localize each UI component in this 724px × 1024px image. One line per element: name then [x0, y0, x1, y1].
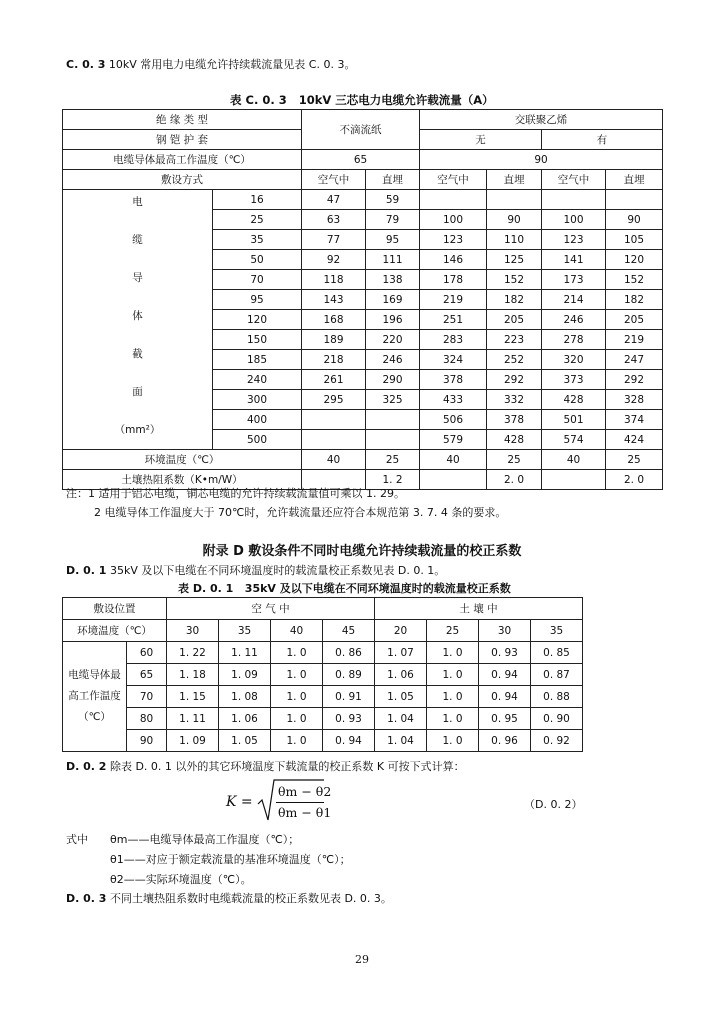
ampacity-cell: 205 — [606, 310, 663, 330]
conductor-size: 16 — [213, 190, 302, 210]
coef-cell: 0. 93 — [323, 708, 375, 730]
ampacity-cell: 110 — [487, 230, 542, 250]
where-item: θm——电缆导体最高工作温度（℃）； — [110, 833, 300, 846]
ampacity-cell: 328 — [606, 390, 663, 410]
coef-cell: 1. 11 — [219, 642, 271, 664]
table-d01-caption — [178, 580, 511, 596]
coef-cell: 0. 91 — [323, 686, 375, 708]
section-label-char: 电 — [132, 196, 143, 208]
conductor-size: 50 — [213, 250, 302, 270]
clause-ref: D. 0. 3 — [66, 892, 107, 905]
ampacity-cell: 428 — [542, 390, 606, 410]
where-item: θ2——实际环境温度（℃）。 — [110, 873, 252, 886]
env-temp-cell: 40 — [420, 450, 487, 470]
ampacity-cell: 261 — [302, 370, 366, 390]
ampacity-cell: 433 — [420, 390, 487, 410]
ampacity-cell: 100 — [420, 210, 487, 230]
note-number: 2 — [94, 506, 101, 519]
coef-cell: 1. 15 — [167, 686, 219, 708]
header-in-soil: 土 壤 中 — [375, 598, 583, 620]
header-armor: 钢 铠 护 套 — [63, 130, 302, 150]
ampacity-cell: 428 — [487, 430, 542, 450]
laying-mode: 空气中 — [420, 170, 487, 190]
formula-denominator: θm − θ1 — [278, 805, 332, 820]
ampacity-cell: 219 — [420, 290, 487, 310]
coef-cell: 1. 0 — [427, 664, 479, 686]
coef-cell: 1. 04 — [375, 708, 427, 730]
coef-cell: 1. 05 — [219, 730, 271, 752]
ampacity-cell: 118 — [302, 270, 366, 290]
ampacity-cell: 92 — [302, 250, 366, 270]
ampacity-cell — [606, 190, 663, 210]
ampacity-cell: 90 — [606, 210, 663, 230]
coef-cell: 1. 09 — [167, 730, 219, 752]
formula-lhs: K = — [226, 794, 253, 810]
ampacity-cell: 152 — [487, 270, 542, 290]
ampacity-cell — [420, 190, 487, 210]
ampacity-cell: 205 — [487, 310, 542, 330]
ampacity-cell: 374 — [606, 410, 663, 430]
clause-d03 — [66, 890, 392, 906]
env-temp-header: 30 — [479, 620, 531, 642]
ampacity-cell — [366, 410, 420, 430]
section-label — [63, 190, 213, 450]
coef-cell: 1. 06 — [375, 664, 427, 686]
coef-cell: 1. 0 — [271, 664, 323, 686]
clause-text: 35kV 及以下电缆在不同环境温度时的载流量校正系数见表 D. 0. 1。 — [109, 564, 446, 577]
section-label-char: 面 — [132, 386, 143, 398]
ampacity-cell: 182 — [487, 290, 542, 310]
env-temp-header: 40 — [271, 620, 323, 642]
soil-resistivity-cell — [542, 470, 606, 490]
conductor-size: 240 — [213, 370, 302, 390]
header-max-temp: 电缆导体最高工作温度（℃） — [63, 150, 302, 170]
env-temp-label: 环境温度（℃） — [63, 450, 302, 470]
caption-text: 35kV 及以下电缆在不同环境温度时的载流量校正系数 — [244, 582, 511, 595]
coef-cell: 0. 86 — [323, 642, 375, 664]
ampacity-cell: 143 — [302, 290, 366, 310]
conductor-size: 300 — [213, 390, 302, 410]
coef-cell: 1. 06 — [219, 708, 271, 730]
ampacity-cell: 123 — [542, 230, 606, 250]
clause-ref: D. 0. 2 — [66, 760, 107, 773]
ampacity-cell: 220 — [366, 330, 420, 350]
env-temp-header: 30 — [167, 620, 219, 642]
conductor-size: 500 — [213, 430, 302, 450]
laying-mode: 直埋 — [606, 170, 663, 190]
ampacity-cell: 59 — [366, 190, 420, 210]
conductor-size: 400 — [213, 410, 302, 430]
coef-cell: 1. 07 — [375, 642, 427, 664]
coef-cell: 1. 09 — [219, 664, 271, 686]
clause-ref: C. 0. 3 — [66, 58, 106, 71]
ampacity-cell: 378 — [487, 410, 542, 430]
coef-cell: 0. 96 — [479, 730, 531, 752]
conductor-size: 120 — [213, 310, 302, 330]
clause-text: 10kV 常用电力电缆允许持续载流量见表 C. 0. 3。 — [108, 58, 356, 71]
max-temp-value: 70 — [127, 686, 167, 708]
conductor-size: 150 — [213, 330, 302, 350]
note-2 — [94, 504, 506, 520]
ampacity-cell: 579 — [420, 430, 487, 450]
ampacity-cell: 169 — [366, 290, 420, 310]
ampacity-cell: 247 — [606, 350, 663, 370]
clause-text: 除表 D. 0. 1 以外的其它环境温度下载流量的校正系数 K 可按下式计算： — [109, 760, 465, 773]
ampacity-cell: 506 — [420, 410, 487, 430]
ampacity-cell: 47 — [302, 190, 366, 210]
env-temp-cell: 25 — [606, 450, 663, 470]
env-temp-header: 20 — [375, 620, 427, 642]
conductor-size: 70 — [213, 270, 302, 290]
env-temp-cell: 40 — [302, 450, 366, 470]
coef-cell: 0. 93 — [479, 642, 531, 664]
laying-mode: 空气中 — [302, 170, 366, 190]
coef-cell: 1. 22 — [167, 642, 219, 664]
ampacity-cell: 283 — [420, 330, 487, 350]
ampacity-cell: 90 — [487, 210, 542, 230]
ampacity-cell — [487, 190, 542, 210]
conductor-size: 95 — [213, 290, 302, 310]
caption-ref: 表 D. 0. 1 — [178, 582, 234, 595]
caption-text: 10kV 三芯电力电缆允许载流量（A） — [298, 93, 494, 107]
section-label-char: 导 — [132, 272, 143, 284]
conductor-size: 35 — [213, 230, 302, 250]
formula-numerator: θm − θ2 — [278, 784, 332, 799]
ampacity-cell: 219 — [606, 330, 663, 350]
soil-resistivity-cell — [420, 470, 487, 490]
ampacity-cell: 95 — [366, 230, 420, 250]
ampacity-cell: 332 — [487, 390, 542, 410]
clause-ref: D. 0. 1 — [66, 564, 107, 577]
ampacity-cell: 252 — [487, 350, 542, 370]
max-temp-value: 90 — [127, 730, 167, 752]
ampacity-cell: 320 — [542, 350, 606, 370]
laying-mode: 直埋 — [487, 170, 542, 190]
ampacity-cell: 141 — [542, 250, 606, 270]
header-laying: 敷设方式 — [63, 170, 302, 190]
coef-cell: 0. 94 — [479, 686, 531, 708]
coef-cell: 1. 0 — [271, 708, 323, 730]
table-c03-caption — [230, 92, 494, 108]
coef-cell: 1. 0 — [271, 642, 323, 664]
header-xlpe: 交联聚乙烯 — [420, 110, 663, 130]
coef-cell: 1. 18 — [167, 664, 219, 686]
soil-resistivity-label: 土壤热阻系数（K•m/W） — [63, 470, 302, 490]
section-label-char: 缆 — [132, 234, 143, 246]
section-unit: （mm²） — [114, 424, 161, 436]
env-temp-header: 35 — [219, 620, 271, 642]
env-temp-header: 25 — [427, 620, 479, 642]
ampacity-cell — [302, 410, 366, 430]
env-temp-cell: 40 — [542, 450, 606, 470]
ampacity-cell: 292 — [487, 370, 542, 390]
header-position: 敷设位置 — [63, 598, 167, 620]
caption-ref: 表 C. 0. 3 — [230, 93, 287, 107]
ampacity-cell: 373 — [542, 370, 606, 390]
ampacity-cell: 295 — [302, 390, 366, 410]
fraction-bar — [276, 802, 324, 803]
env-temp-header: 45 — [323, 620, 375, 642]
ampacity-cell: 120 — [606, 250, 663, 270]
env-temp-cell: 25 — [366, 450, 420, 470]
clause-d01 — [66, 562, 445, 578]
ampacity-cell: 325 — [366, 390, 420, 410]
appendix-title: 附录 D 敷设条件不同时电缆允许持续载流量的校正系数 — [202, 544, 522, 559]
ampacity-cell: 246 — [366, 350, 420, 370]
max-temp-value: 65 — [127, 664, 167, 686]
coef-cell: 1. 0 — [427, 642, 479, 664]
ampacity-cell: 189 — [302, 330, 366, 350]
ampacity-cell: 146 — [420, 250, 487, 270]
coef-cell: 0. 89 — [323, 664, 375, 686]
laying-mode: 直埋 — [366, 170, 420, 190]
temp-65: 65 — [302, 150, 420, 170]
coef-cell: 1. 0 — [427, 708, 479, 730]
coef-cell: 0. 90 — [531, 708, 583, 730]
env-temp-header: 35 — [531, 620, 583, 642]
soil-resistivity-cell: 2. 0 — [487, 470, 542, 490]
section-label-char: 体 — [132, 310, 143, 322]
coef-cell: 1. 04 — [375, 730, 427, 752]
ampacity-cell: 424 — [606, 430, 663, 450]
ampacity-cell: 218 — [302, 350, 366, 370]
laying-mode: 空气中 — [542, 170, 606, 190]
note-1 — [66, 485, 405, 501]
ampacity-cell: 324 — [420, 350, 487, 370]
note-text: 适用于铝芯电缆，铜芯电缆的允许持续载流量值可乘以 1. 29。 — [98, 487, 405, 500]
table-d01 — [62, 597, 583, 752]
header-armor-without: 无 — [420, 130, 542, 150]
coef-cell: 0. 85 — [531, 642, 583, 664]
ampacity-cell: 105 — [606, 230, 663, 250]
coef-cell: 0. 94 — [479, 664, 531, 686]
conductor-size: 185 — [213, 350, 302, 370]
ampacity-cell: 182 — [606, 290, 663, 310]
ampacity-cell: 251 — [420, 310, 487, 330]
ampacity-cell: 152 — [606, 270, 663, 290]
header-env-temp: 环境温度（℃） — [63, 620, 167, 642]
clause-d02 — [66, 758, 465, 774]
ampacity-cell — [302, 430, 366, 450]
ampacity-cell: 77 — [302, 230, 366, 250]
header-in-air: 空 气 中 — [167, 598, 375, 620]
temp-90: 90 — [420, 150, 663, 170]
coef-cell: 0. 92 — [531, 730, 583, 752]
ampacity-cell: 111 — [366, 250, 420, 270]
coef-cell: 0. 94 — [323, 730, 375, 752]
coef-cell: 1. 0 — [427, 686, 479, 708]
ampacity-cell: 178 — [420, 270, 487, 290]
max-temp-value: 60 — [127, 642, 167, 664]
ampacity-cell: 196 — [366, 310, 420, 330]
ampacity-cell: 292 — [606, 370, 663, 390]
ampacity-cell: 138 — [366, 270, 420, 290]
ampacity-cell: 378 — [420, 370, 487, 390]
where-item: θ1——对应于额定载流量的基准环境温度（℃）； — [110, 853, 351, 866]
ampacity-cell: 79 — [366, 210, 420, 230]
coef-cell: 1. 05 — [375, 686, 427, 708]
ampacity-cell: 168 — [302, 310, 366, 330]
ampacity-cell: 125 — [487, 250, 542, 270]
ampacity-cell: 123 — [420, 230, 487, 250]
section-label-char: 截 — [132, 348, 143, 360]
coef-cell: 1. 11 — [167, 708, 219, 730]
env-temp-cell: 25 — [487, 450, 542, 470]
header-armor-with: 有 — [542, 130, 663, 150]
header-undrip-paper: 不滴流纸 — [302, 110, 420, 150]
coef-cell: 1. 0 — [427, 730, 479, 752]
page-number: 29 — [355, 953, 369, 966]
ampacity-cell: 173 — [542, 270, 606, 290]
coef-cell: 1. 0 — [271, 730, 323, 752]
coef-cell: 0. 87 — [531, 664, 583, 686]
ampacity-cell — [542, 190, 606, 210]
coef-cell: 1. 08 — [219, 686, 271, 708]
header-insulation: 绝 缘 类 型 — [63, 110, 302, 130]
note-prefix: 注：1 — [66, 487, 95, 500]
max-temp-side-label: 电缆导体最高工作温度（℃） — [63, 642, 127, 752]
where-prefix: 式中 — [66, 833, 88, 846]
note-text: 电缆导体工作温度大于 70℃时，允许载流量还应符合本规范第 3. 7. 4 条的要求。 — [104, 506, 507, 519]
ampacity-cell: 574 — [542, 430, 606, 450]
soil-resistivity-cell: 1. 2 — [366, 470, 420, 490]
ampacity-cell: 501 — [542, 410, 606, 430]
max-temp-value: 80 — [127, 708, 167, 730]
ampacity-cell: 278 — [542, 330, 606, 350]
coef-cell: 1. 0 — [271, 686, 323, 708]
soil-resistivity-cell: 2. 0 — [606, 470, 663, 490]
ampacity-cell: 214 — [542, 290, 606, 310]
formula-number: （D. 0. 2） — [524, 798, 583, 811]
ampacity-cell: 290 — [366, 370, 420, 390]
ampacity-cell: 223 — [487, 330, 542, 350]
conductor-size: 25 — [213, 210, 302, 230]
coef-cell: 0. 95 — [479, 708, 531, 730]
clause-c03 — [66, 56, 355, 72]
ampacity-cell: 100 — [542, 210, 606, 230]
ampacity-cell — [366, 430, 420, 450]
clause-text: 不同土壤热阻系数时电缆载流量的校正系数见表 D. 0. 3。 — [109, 892, 392, 905]
ampacity-cell: 246 — [542, 310, 606, 330]
coef-cell: 0. 88 — [531, 686, 583, 708]
table-c03 — [62, 109, 663, 490]
ampacity-cell: 63 — [302, 210, 366, 230]
